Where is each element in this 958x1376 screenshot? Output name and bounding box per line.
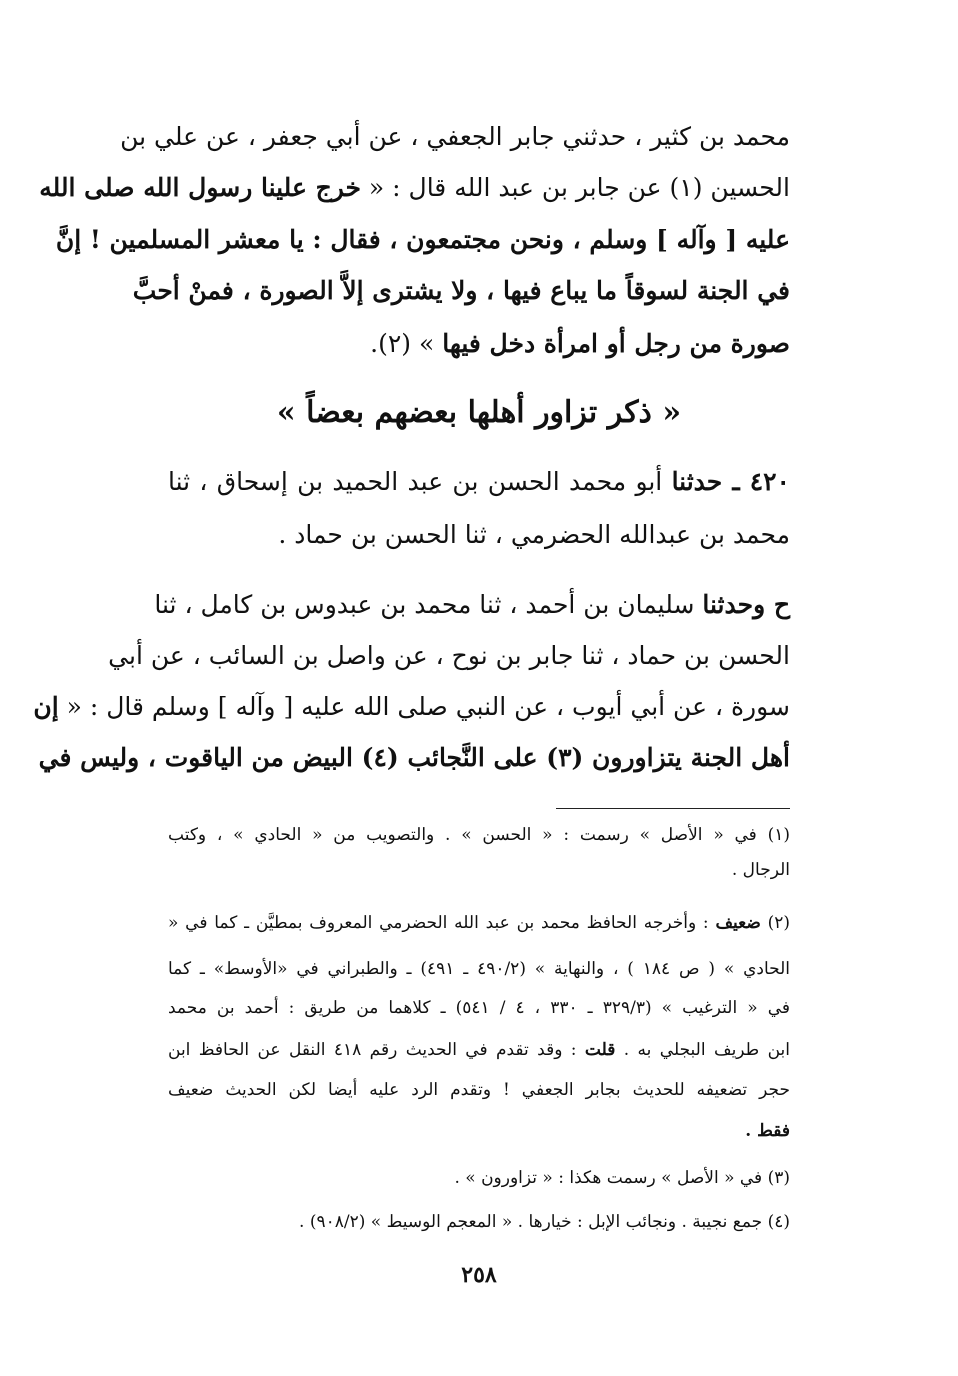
text-line	[168, 467, 790, 497]
footnote-line	[168, 1168, 790, 1188]
text-segment: في « الترغيب » (٣٢٩/٣ ـ ٣٣٠ ، ٤ / ٥٤١) ـ كلاهما من طريق : أحمد بن محمد	[168, 998, 790, 1018]
text-line	[168, 329, 790, 359]
footnote-line	[168, 1040, 790, 1060]
text-line	[168, 520, 790, 550]
bold-segment: أهل الجنة يتزاورون (٣) على النَّجائب (٤) البيض من الياقوت ، وليس في	[38, 743, 790, 772]
text-segment: : وأخرجه الحافظ محمد بن عبد الله الحضرمي المعروف بمطيَّن ـ كما في «	[168, 913, 716, 933]
bold-segment: في الجنة لسوقاً ما يباع فيها ، ولا يشترى إلاَّ الصورة ، فمنْ أحبَّ	[132, 276, 790, 305]
footnote-line	[168, 1121, 790, 1141]
bold-segment: عليه [ وآله ] وسلم ، ونحن مجتمعون ، فقال : يا معشر المسلمين ! إنَّ	[55, 225, 790, 254]
text-line	[55, 225, 790, 255]
text-segment: سليمان بن أحمد ، ثنا محمد بن عبدوس بن كامل ، ثنا	[154, 590, 703, 619]
footnote-line	[168, 913, 790, 933]
text-segment: (٤) جمع نجيبة . ونجائب الإبل : خيارها . « المعجم الوسيط » (٩٠٨/٢) .	[299, 1212, 790, 1232]
text-segment: (٢)	[760, 913, 790, 933]
bold-segment: ضعيف	[715, 913, 761, 933]
footnote-divider	[556, 808, 790, 809]
bold-segment: ٤٢٠ ـ حدثنا	[671, 467, 790, 496]
footnote-line	[168, 1080, 790, 1100]
footnote-line	[168, 959, 790, 979]
text-line	[108, 641, 790, 671]
footnote-line	[168, 860, 790, 880]
text-segment: (١) في « الأصل » رسمت : « الحسن » . والتصويب من « الحادي » ، وكتب	[168, 825, 790, 845]
text-segment: الحسين (١) عن جابر بن عبد الله قال : «	[360, 173, 790, 202]
bold-segment: ح وحدثنا	[702, 590, 790, 619]
bold-segment: خرج علينا رسول الله صلى الله	[39, 173, 361, 202]
text-segment: حجر تضعيفه للحديث بجابر الجعفي ! وتقدم الرد عليه أيضا لكن الحديث ضعيف	[168, 1080, 790, 1100]
bold-segment: فقط .	[745, 1121, 790, 1141]
text-segment: أبو محمد الحسن بن عبد الحميد بن إسحاق ، ثنا	[168, 467, 672, 496]
text-line	[33, 692, 790, 722]
text-line	[120, 122, 790, 152]
text-segment: » (٢).	[370, 329, 443, 358]
footnote-line	[168, 998, 790, 1018]
text-line	[154, 590, 790, 620]
section-heading: « ذكر تزاور أهلها بعضهم بعضاً »	[276, 395, 682, 430]
text-segment: الحادي » ( ص ١٨٤ ) ، والنهاية » (٤٩٠/٢ ـ ٤٩١) ـ والطبراني في «الأوسط» ـ كما	[168, 959, 791, 979]
text-segment: محمد بن كثير ، حدثني جابر الجعفي ، عن أبي جعفر ، عن علي بن	[120, 122, 790, 151]
text-segment: (٣) في « الأصل » رسمت هكذا : « تزاورون » .	[454, 1168, 790, 1188]
text-segment: ابن طريف البجلي به .	[615, 1040, 790, 1060]
text-line	[38, 743, 790, 773]
page-number: ٢٥٨	[461, 1262, 497, 1288]
text-segment: الحسن بن حماد ، ثنا جابر بن نوح ، عن واصل بن السائب ، عن أبي	[108, 641, 790, 670]
footnote-line	[168, 1212, 790, 1232]
bold-segment: قلت	[584, 1040, 616, 1060]
footnote-line	[168, 825, 790, 845]
text-segment: : وقد تقدم في الحديث رقم ٤١٨ النقل عن الحافظ ابن	[168, 1040, 585, 1060]
text-line	[39, 173, 790, 203]
text-segment: سورة ، عن أبي أيوب ، عن النبي صلى الله عليه [ وآله ] وسلم قال : «	[58, 692, 790, 721]
text-line	[132, 276, 790, 306]
text-segment: الرجال .	[731, 860, 790, 880]
text-segment: محمد بن عبدالله الحضرمي ، ثنا الحسن بن حماد .	[278, 520, 790, 549]
bold-segment: إن	[33, 692, 59, 721]
bold-segment: صورة من رجل أو امرأة دخل فيها	[442, 329, 790, 358]
